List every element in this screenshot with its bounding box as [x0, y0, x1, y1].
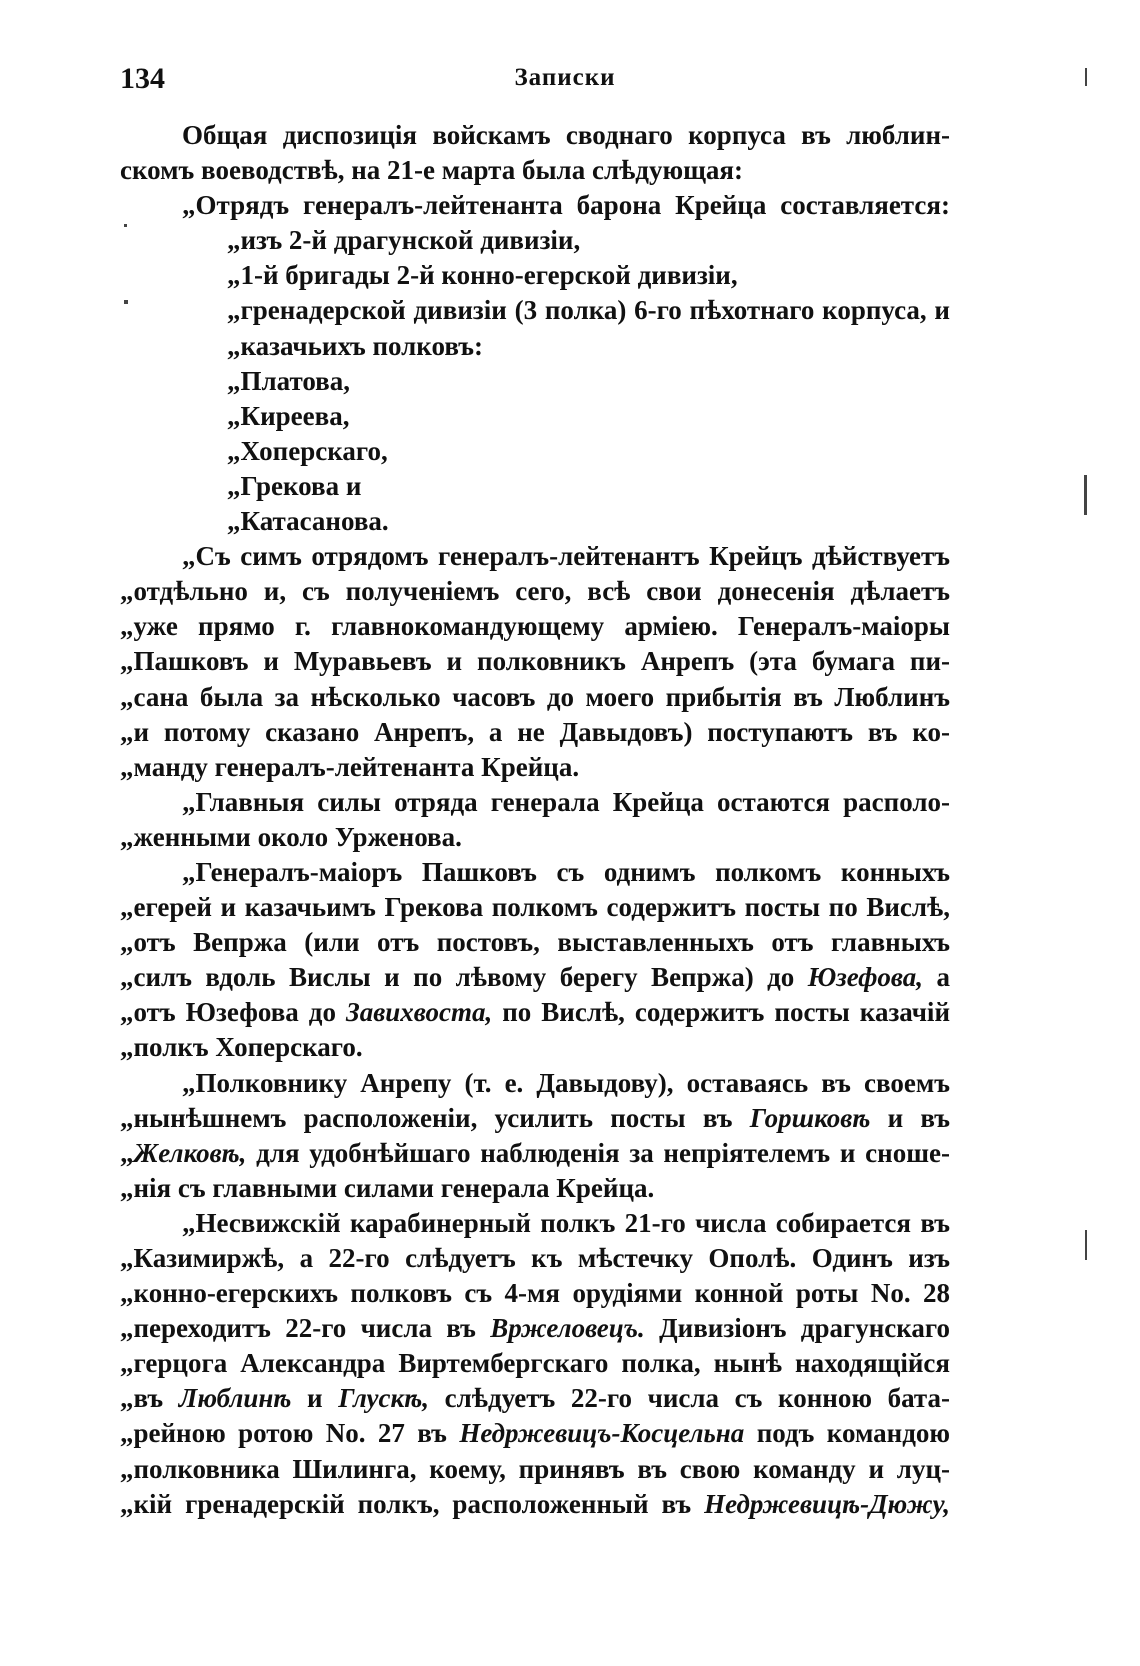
text-line: [120, 399, 950, 434]
text-line: [120, 1101, 950, 1136]
text-line: [120, 1346, 950, 1381]
text-run: „отъ Юзефова до: [120, 997, 346, 1028]
italic-place-name: Желковѣ,: [133, 1137, 247, 1168]
running-head: Записки: [514, 64, 616, 91]
text-run: „Главныя силы отряда генерала Крейца остаются располо-: [182, 786, 950, 817]
text-run: „гренадерской дивизіи (3 полка) 6-го пѣхотнаго корпуса, и: [227, 295, 950, 326]
text-run: „въ: [120, 1383, 179, 1414]
text-line: [120, 1452, 950, 1487]
text-run: подъ командою: [744, 1418, 951, 1449]
text-line: [120, 1030, 950, 1065]
text-run: „Казимиржѣ, а 22-го слѣдуетъ къ мѣстечку Ополѣ. Одинъ изъ: [120, 1243, 950, 1273]
text-run: „кій гренадерскій полкъ, расположенный въ: [120, 1488, 705, 1519]
text-run: „Полковнику Анрепу (т. е. Давыдову), оставаясь въ своемъ: [182, 1067, 950, 1098]
page-header: [120, 62, 1080, 102]
italic-place-name: Юзефова,: [807, 962, 924, 993]
text-run: „сана была за нѣсколько часовъ до моего прибытія въ Люблинъ: [120, 681, 950, 712]
text-line: [120, 574, 950, 609]
text-line: [120, 1381, 950, 1416]
text-run: „Хоперскаго,: [227, 435, 388, 466]
text-run: „: [120, 1137, 134, 1168]
text-line: [120, 1066, 950, 1101]
text-run: „Отрядъ генералъ-лейтенанта барона Крейца составляется:: [182, 190, 950, 221]
text-run: „изъ 2-й драгунской дивизіи,: [227, 225, 581, 256]
italic-place-name: Глускѣ,: [338, 1383, 429, 1414]
scan-margin-mark: [1085, 1230, 1087, 1260]
text-line: [120, 855, 950, 890]
text-run: „Грекова и: [227, 470, 362, 501]
text-line: [120, 1136, 950, 1171]
italic-place-name: Недржевицѣ-Дюжу,: [704, 1488, 950, 1519]
italic-place-name: Недржевицъ-Косцельна: [459, 1418, 745, 1449]
text-line: [120, 644, 950, 679]
text-line: [120, 1416, 950, 1451]
text-line: [120, 188, 950, 223]
text-line: [120, 995, 950, 1030]
text-run: „Генералъ-маіоръ Пашковъ съ однимъ полкомъ конныхъ: [182, 856, 950, 887]
text-run: Дивизіонъ драгунскаго: [644, 1313, 951, 1344]
text-run: для удобнѣйшаго наблюденія за непріятелемъ и сноше-: [246, 1137, 950, 1168]
text-run: а: [923, 962, 951, 993]
scan-margin-mark: [1085, 68, 1087, 86]
text-run: „отъ Вепржа (или отъ постовъ, выставленныхъ отъ главныхъ: [120, 927, 950, 958]
scan-margin-mark: [124, 300, 128, 304]
text-run: „полкъ Хоперскаго.: [120, 1032, 363, 1063]
text-run: „рейною ротою No. 27 въ: [120, 1418, 460, 1449]
text-line: [120, 223, 950, 258]
text-run: и въ: [870, 1102, 950, 1133]
text-run: „1-й бригады 2-й конно-егерской дивизіи,: [227, 260, 738, 291]
text-line: [120, 1487, 950, 1522]
text-run: по Вислѣ, содержитъ посты казачій: [492, 997, 950, 1028]
page-number: 134: [120, 62, 165, 95]
text-run: „Катасанова.: [227, 506, 389, 537]
text-line: [120, 680, 950, 715]
text-line: [120, 820, 950, 855]
text-run: „Съ симъ отрядомъ генералъ-лейтенантъ Крейцъ дѣйствуетъ: [182, 541, 950, 572]
text-line: [120, 785, 950, 820]
italic-place-name: Вржеловецъ.: [490, 1313, 645, 1344]
scan-margin-mark: [1084, 475, 1087, 515]
text-line: [120, 1311, 950, 1346]
text-line: [120, 293, 950, 328]
text-line: [120, 118, 950, 153]
text-line: [120, 539, 950, 574]
text-run: „переходитъ 22-го числа въ: [120, 1313, 491, 1344]
text-run: „нынѣшнемъ расположеніи, усилить посты въ: [120, 1102, 750, 1133]
text-line: [120, 715, 950, 750]
text-run: „Несвижскій карабинерный полкъ 21-го числа собирается въ: [182, 1207, 950, 1238]
text-run: Общая диспозиція войскамъ своднаго корпуса въ люблин-: [182, 120, 950, 150]
scan-margin-mark: [124, 224, 127, 227]
text-run: и: [291, 1383, 339, 1414]
text-line: [120, 750, 950, 785]
text-line: [120, 434, 950, 469]
text-run: „Платова,: [227, 365, 351, 396]
text-run: „отдѣльно и, съ полученіемъ сего, всѣ свои донесенія дѣлаетъ: [120, 576, 950, 607]
text-run: скомъ воеводствѣ, на 21-е марта была слѣдующая:: [120, 155, 743, 186]
text-run: „уже прямо г. главнокомандующему арміею. Генералъ-маіоры: [120, 611, 950, 642]
text-run: „егерей и казачьимъ Грекова полкомъ содержитъ посты по Вислѣ,: [120, 892, 950, 923]
text-line: [120, 609, 950, 644]
italic-place-name: Горшковѣ: [749, 1102, 871, 1133]
text-line: [120, 1276, 950, 1311]
italic-place-name: Люблинѣ: [178, 1383, 292, 1414]
text-line: [120, 925, 950, 960]
text-line: [120, 1171, 950, 1206]
text-run: „женными около Урженова.: [120, 821, 462, 852]
text-run: „герцога Александра Виртембергскаго полка, нынѣ находящійся: [120, 1348, 950, 1379]
text-line: [120, 153, 743, 188]
text-run: „Киреева,: [227, 400, 350, 431]
text-run: „силъ вдоль Вислы и по лѣвому берегу Вепржа) до: [120, 962, 808, 993]
text-line: [120, 960, 950, 995]
text-line: [120, 329, 950, 364]
text-line: [120, 258, 950, 293]
text-run: „и потому сказано Анрепъ, а не Давыдовъ) поступаютъ въ ко-: [120, 716, 950, 747]
text-line: [120, 1241, 950, 1276]
text-run: „полковника Шилинга, коему, принявъ въ свою команду и луц-: [120, 1453, 950, 1484]
text-run: „Пашковъ и Муравьевъ и полковникъ Анрепъ (эта бумага пи-: [120, 646, 950, 677]
text-line: [120, 364, 950, 399]
text-run: „конно-егерскихъ полковъ съ 4-мя орудіями конной роты No. 28: [120, 1278, 950, 1309]
italic-place-name: Завихвоста,: [345, 997, 493, 1028]
text-line: [120, 1206, 950, 1241]
text-line: [120, 890, 950, 925]
text-line: [120, 469, 950, 504]
text-run: „казачьихъ полковъ:: [227, 330, 483, 361]
text-run: слѣдуетъ 22-го числа съ конною бата-: [428, 1383, 950, 1414]
text-line: [120, 504, 950, 539]
text-run: „манду генералъ-лейтенанта Крейца.: [120, 751, 580, 782]
page-body: [120, 118, 950, 1522]
text-run: „нія съ главными силами генерала Крейца.: [120, 1172, 655, 1203]
